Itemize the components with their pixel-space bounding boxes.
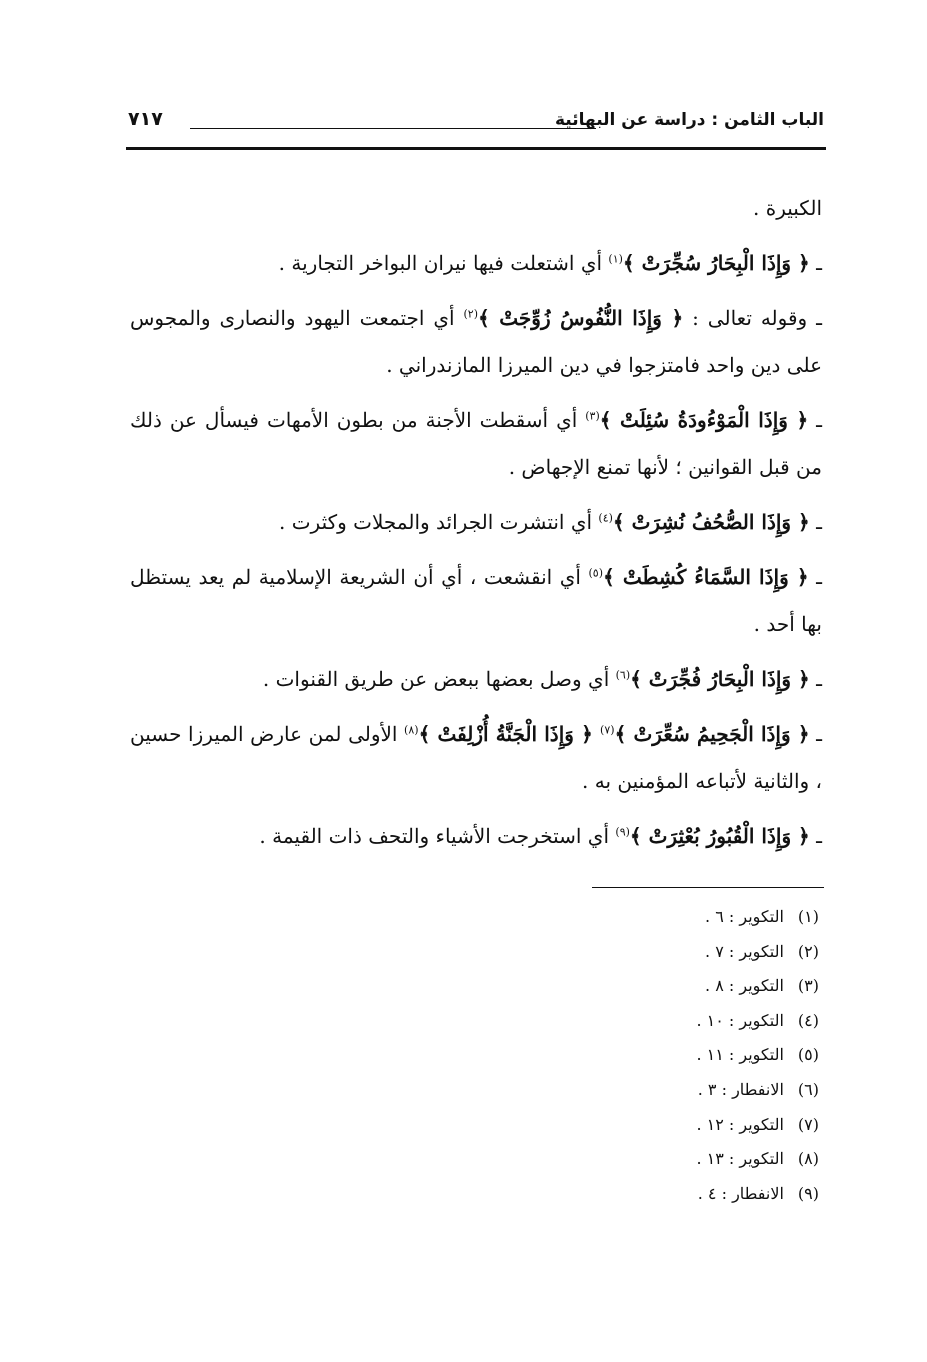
footnote-7: (٧) التكوير : ١٢ . — [696, 1114, 819, 1134]
quran-verse: ﴿ وَإِذَا الصُّحُفُ نُشِرَتْ ﴾ — [612, 510, 810, 534]
footnote-8: (٨) التكوير : ١٣ . — [696, 1149, 819, 1169]
footnote-5: (٥) التكوير : ١١ . — [696, 1045, 819, 1065]
page-number: ٧١٧ — [128, 108, 163, 130]
main-text — [130, 185, 822, 860]
header-rule — [126, 147, 826, 150]
footnote-ref[interactable]: (٦) — [615, 668, 631, 682]
footnote-ref[interactable]: (٧) — [600, 723, 615, 737]
quran-verse: ﴿ وَإِذَا الْقُبُورُ بُعْثِرَتْ ﴾ — [629, 824, 810, 848]
paragraph-5: ـ ﴿ وَإِذَا السَّمَاءُ كُشِطَتْ ﴾$^{(٥)}$ أي انقشعت ، أي أن الشريعة الإسلامية لم يعد يستظل بها أحد . — [130, 565, 822, 636]
footnote-9: (٩) الانفطار : ٤ . — [697, 1183, 819, 1203]
quran-verse: ﴿ وَإِذَا السَّمَاءُ كُشِطَتْ ﴾ — [602, 565, 809, 589]
paragraph-2: ـ وقوله تعالى : ﴿ وَإِذَا النُّفُوسُ زُوِّجَتْ ﴾$^{(٢)}$ أي اجتمعت اليهود والنصارى والمجوس على دين واحد فامتزجوا في دين الميرزا المازندراني . — [130, 306, 822, 377]
quran-verse-2: ﴿ وَإِذَا الْجَنَّةُ أُزْلِفَتْ ﴾ — [418, 722, 601, 746]
footnotes-list — [519, 900, 819, 1211]
paragraph-0: الكبيرة . — [753, 196, 822, 220]
footnote-separator — [592, 887, 824, 888]
paragraph-6: ـ ﴿ وَإِذَا الْبِحَارُ فُجِّرَتْ ﴾$^{(٦)}$ أي وصل بعضها ببعض عن طريق القنوات . — [262, 667, 822, 691]
quran-verse: ﴿ وَإِذَا الْمَوْءُودَةُ سُئِلَتْ ﴾ — [599, 408, 809, 432]
footnote-ref[interactable]: (٤) — [598, 511, 613, 525]
footnote-2: (٢) التكوير : ٧ . — [705, 941, 819, 961]
footnote-6: (٦) الانفطار : ٣ . — [697, 1079, 819, 1099]
quran-verse: ﴿ وَإِذَا الْبِحَارُ فُجِّرَتْ ﴾ — [630, 667, 810, 691]
footnote-1: (١) التكوير : ٦ . — [705, 907, 819, 926]
footnote-3: (٣) التكوير : ٨ . — [705, 976, 819, 996]
paragraph-4: ـ ﴿ وَإِذَا الصُّحُفُ نُشِرَتْ ﴾$^{(٤)}$ أي انتشرت الجرائد والمجلات وكثرت . — [278, 510, 822, 534]
quran-verse: ﴿ وَإِذَا الْجَحِيمُ سُعِّرَتْ ﴾ — [614, 722, 810, 746]
running-header — [128, 110, 824, 144]
quran-verse: ﴿ وَإِذَا الْبِحَارُ سُجِّرَتْ ﴾ — [622, 251, 810, 275]
footnote-ref[interactable]: (٣) — [585, 409, 600, 423]
footnote-ref[interactable]: (٥) — [588, 566, 603, 580]
paragraph-8: ـ ﴿ وَإِذَا الْقُبُورُ بُعْثِرَتْ ﴾$^{(٩)}$ أي استخرجت الأشياء والتحف ذات القيمة . — [259, 824, 822, 848]
paragraph-3: ـ ﴿ وَإِذَا الْمَوْءُودَةُ سُئِلَتْ ﴾$^{(٣)}$ أي أسقطت الأجنة من بطون الأمهات فيسأل عن ذلك من قبل القوانين ؛ لأنها تمنع الإجهاض . — [130, 408, 823, 479]
header-divider-line — [190, 128, 596, 129]
footnote-4: (٤) التكوير : ١٠ . — [696, 1010, 819, 1030]
paragraph-1: ـ ﴿ وَإِذَا الْبِحَارُ سُجِّرَتْ ﴾$^{(١)}$ أي اشتعلت فيها نيران البواخر التجارية . — [278, 251, 822, 275]
footnote-ref-2[interactable]: (٨) — [404, 723, 419, 737]
paragraph-7: ـ ﴿ وَإِذَا الْجَحِيمُ سُعِّرَتْ ﴾$^{(٧)}$ ﴿ وَإِذَا الْجَنَّةُ أُزْلِفَتْ ﴾$^{(٨)}$ الأولى لمن عارض الميرزا حسين ، والثانية لأتباعه المؤمنين به . — [130, 722, 822, 793]
chapter-title: الباب الثامن : دراسة عن البهائية — [554, 110, 824, 130]
footnote-ref[interactable]: (١) — [608, 252, 623, 266]
quran-verse: ﴿ وَإِذَا النُّفُوسُ زُوِّجَتْ ﴾ — [478, 306, 684, 330]
footnote-ref[interactable]: (٢) — [463, 307, 479, 321]
footnote-ref[interactable]: (٩) — [615, 825, 630, 839]
